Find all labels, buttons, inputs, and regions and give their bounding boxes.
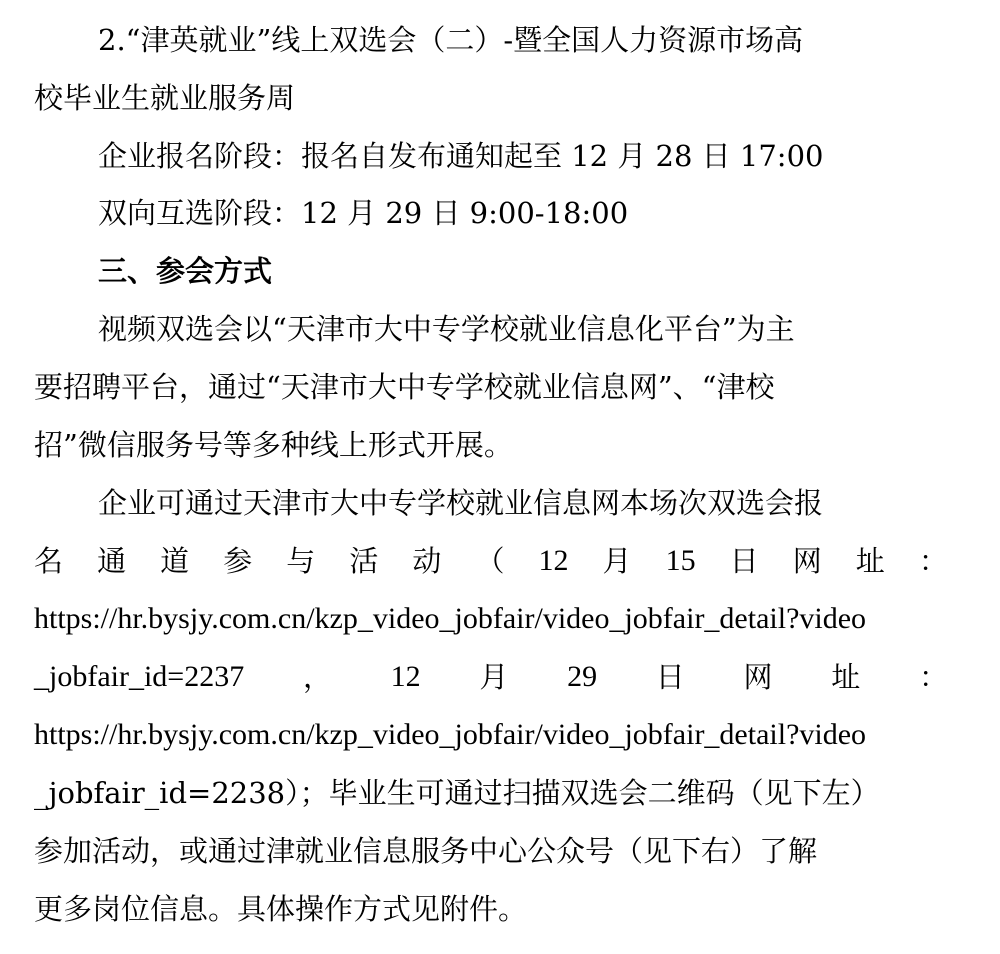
text-token: ， bbox=[302, 660, 332, 694]
text-token: 12 bbox=[538, 544, 569, 577]
text-line-4: 双向互选阶段：12 月 29 日 9:00-18:00 bbox=[98, 196, 629, 230]
text-token: 29 bbox=[567, 660, 598, 693]
text-token: 址 bbox=[831, 660, 861, 694]
text-line-7: 要招聘平台，通过“天津市大中专学校就业信息网”、“津校 bbox=[34, 370, 775, 404]
text-line-10 bbox=[34, 532, 948, 590]
text-token: 与 bbox=[286, 544, 316, 578]
text-token: _jobfair_id=2237 bbox=[34, 660, 245, 693]
text-token: 活 bbox=[349, 544, 379, 578]
text-token: 参 bbox=[223, 544, 253, 578]
section-heading: 三、参会方式 bbox=[98, 254, 273, 288]
text-line-6: 视频双选会以“天津市大中专学校就业信息化平台”为主 bbox=[98, 312, 795, 346]
text-line-3: 企业报名阶段：报名自发布通知起至 12 月 28 日 17:00 bbox=[98, 139, 824, 173]
text-line-14: _jobfair_id=2238）；毕业生可通过扫描双选会二维码（见下左） bbox=[34, 776, 880, 810]
text-token: 12 bbox=[390, 660, 421, 693]
text-line-1: 2.“津英就业”线上双选会（二）-暨全国人力资源市场高 bbox=[98, 23, 804, 57]
text-token: ： bbox=[918, 544, 948, 578]
text-token: 日 bbox=[655, 660, 685, 694]
text-token: ： bbox=[918, 660, 948, 694]
text-token: 址 bbox=[855, 544, 885, 578]
url-line-1: https://hr.bysjy.com.cn/kzp_video_jobfair/video_jobfair_detail?video bbox=[34, 602, 867, 635]
text-token: 15 bbox=[665, 544, 696, 577]
text-line-15: 参加活动，或通过津就业信息服务中心公众号（见下右）了解 bbox=[34, 834, 818, 868]
text-line-2: 校毕业生就业服务周 bbox=[34, 81, 296, 115]
url-line-2: https://hr.bysjy.com.cn/kzp_video_jobfair/video_jobfair_detail?video bbox=[34, 718, 867, 751]
text-token: 动 bbox=[412, 544, 442, 578]
text-line-8: 招”微信服务号等多种线上形式开展。 bbox=[34, 428, 513, 462]
text-token: 日 bbox=[729, 544, 759, 578]
text-token: 网 bbox=[792, 544, 822, 578]
text-token: 月 bbox=[479, 660, 509, 694]
text-token: 道 bbox=[160, 544, 190, 578]
text-token: 月 bbox=[602, 544, 632, 578]
text-token: （ bbox=[475, 544, 505, 578]
text-line-12 bbox=[34, 648, 948, 706]
text-token: 网 bbox=[743, 660, 773, 694]
text-line-16: 更多岗位信息。具体操作方式见附件。 bbox=[34, 892, 528, 926]
text-token: 名 bbox=[34, 544, 64, 578]
text-token: 通 bbox=[97, 544, 127, 578]
text-line-9: 企业可通过天津市大中专学校就业信息网本场次双选会报 bbox=[98, 486, 824, 520]
